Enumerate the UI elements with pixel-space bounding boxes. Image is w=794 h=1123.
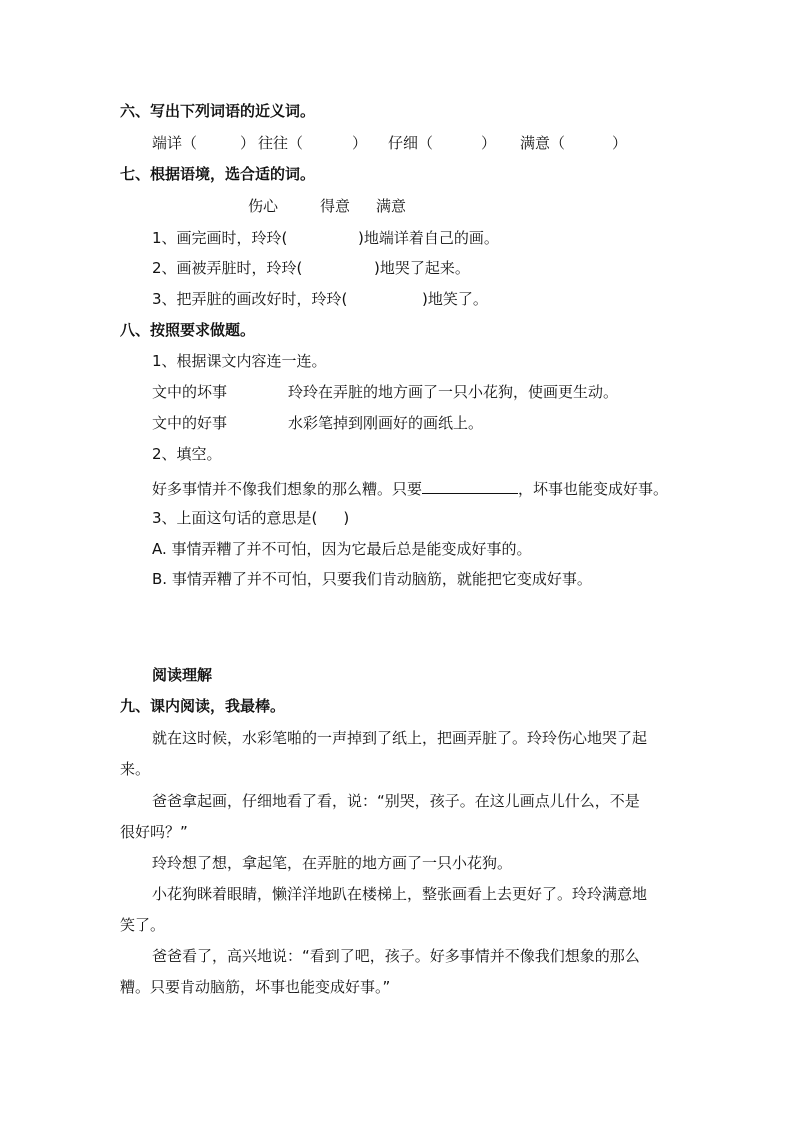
passage-paragraph-5-line-2: 糟。只要肯动脑筋，坏事也能变成好事。” [120, 978, 391, 996]
match-left-bad-event: 文中的坏事 [152, 383, 228, 401]
passage-paragraph-4-line-2: 笑了。 [120, 916, 166, 934]
section7-heading: 七、根据语境，选合适的词。 [120, 165, 316, 183]
passage-paragraph-5-line-1: 爸爸看了，高兴地说：“看到了吧，孩子。好多事情并不像我们想象的那么 [152, 947, 640, 965]
subquestion-8-2: 2、填空。 [152, 445, 222, 463]
word-choice-deyi: 得意 [320, 197, 351, 215]
match-left-good-event: 文中的好事 [152, 414, 228, 432]
passage-paragraph-1-line-2: 来。 [120, 760, 151, 778]
synonym-item-duanxiang-close: ） [240, 134, 256, 152]
synonym-item-manyi-open: 满意（ [520, 134, 566, 152]
question7-2-start: 2、画被弄脏时，玲玲( [152, 259, 303, 277]
section6-heading: 六、写出下列词语的近义词。 [120, 102, 316, 120]
reading-section-title: 阅读理解 [152, 666, 213, 684]
question7-1-start: 1、画完画时，玲玲( [152, 229, 288, 247]
option-b: B. 事情弄糟了并不可怕，只要我们肯动脑筋，就能把它变成好事。 [152, 570, 592, 588]
synonym-item-wangwang-open: 往往（ [258, 134, 304, 152]
fill-blank-end: ，坏事也能变成好事。 [518, 480, 669, 498]
question7-1-end: )地端详着自己的画。 [358, 229, 499, 247]
option-a: A. 事情弄糟了并不可怕，因为它最后总是能变成好事的。 [152, 540, 532, 558]
question7-3-end: )地笑了。 [422, 290, 488, 308]
match-right-2: 水彩笔掉到刚画好的画纸上。 [288, 414, 484, 432]
question7-3-start: 3、把弄脏的画改好时，玲玲( [152, 290, 348, 308]
fill-blank-sentence [152, 478, 668, 499]
subquestion-8-3-text: 3、上面这句话的意思是( [152, 509, 318, 527]
passage-paragraph-3: 玲玲想了想，拿起笔，在弄脏的地方画了一只小花狗。 [152, 854, 513, 872]
passage-paragraph-1-line-1: 就在这时候，水彩笔啪的一声掉到了纸上，把画弄脏了。玲玲伤心地哭了起 [152, 729, 648, 747]
synonym-item-zixi-open: 仔细（ [388, 134, 434, 152]
passage-paragraph-2-line-1: 爸爸拿起画，仔细地看了看，说：“别哭，孩子。在这儿画点儿什么，不是 [152, 792, 640, 810]
word-choice-manyi: 满意 [376, 197, 407, 215]
synonym-item-wangwang-close: ） [352, 134, 368, 152]
synonym-item-zixi-close: ） [481, 134, 497, 152]
passage-paragraph-2-line-2: 很好吗？” [120, 823, 188, 841]
match-right-1: 玲玲在弄脏的地方画了一只小花狗，使画更生动。 [288, 383, 619, 401]
question7-2-end: )地哭了起来。 [374, 259, 470, 277]
section8-heading: 八、按照要求做题。 [120, 321, 256, 339]
subquestion-8-3-close: ) [343, 509, 350, 527]
subquestion-8-3 [152, 508, 349, 528]
synonym-item-duanxiang-open: 端详（ [152, 134, 198, 152]
passage-paragraph-4-line-1: 小花狗眯着眼睛，懒洋洋地趴在楼梯上，整张画看上去更好了。玲玲满意地 [152, 885, 648, 903]
word-choice-shangxin: 伤心 [248, 197, 279, 215]
fill-blank-start: 好多事情并不像我们想象的那么糟。只要 [152, 480, 423, 498]
subquestion-8-1: 1、根据课文内容连一连。 [152, 352, 327, 370]
section9-heading: 九、课内阅读，我最棒。 [120, 697, 286, 715]
synonym-item-manyi-close: ） [612, 134, 628, 152]
fill-blank-line[interactable] [422, 478, 518, 494]
